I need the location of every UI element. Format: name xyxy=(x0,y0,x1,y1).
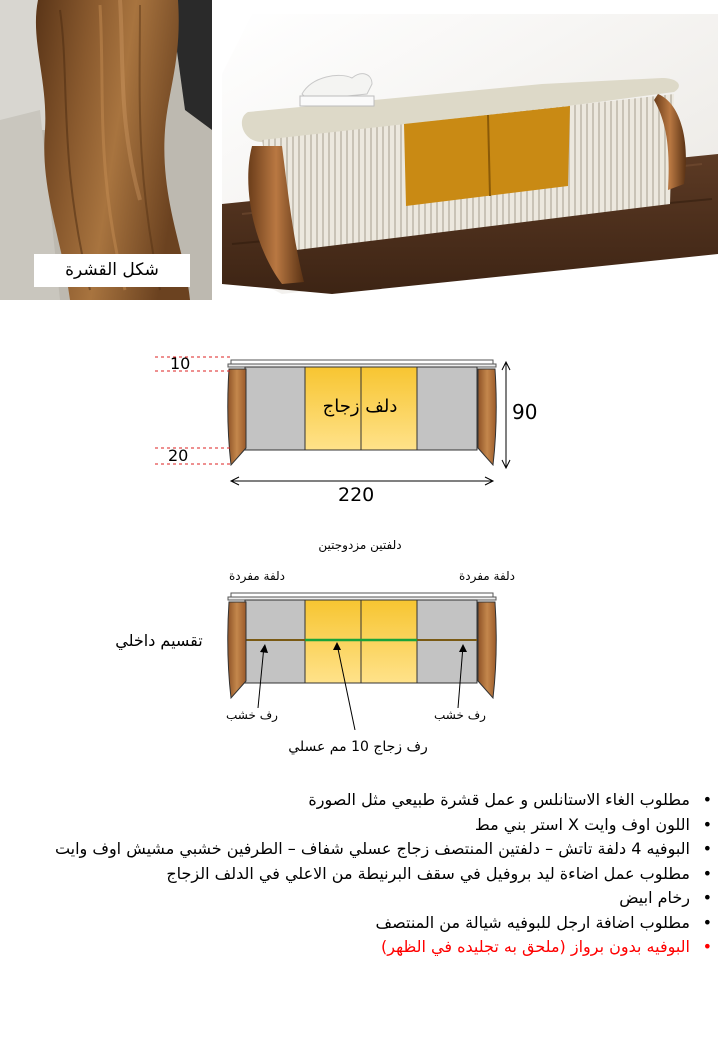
requirement-item: • مطلوب الغاء الاستانلس و عمل قشرة طبيعي مثل الصورة xyxy=(14,788,714,813)
requirement-item: • البوفيه 4 دلفة تاتش – دلفتين المنتصف زجاج عسلي شفاف – الطرفين خشبي مشيش اوف وايت xyxy=(14,837,714,862)
side-door-right xyxy=(417,367,477,450)
requirement-item: • مطلوب عمل اضاءة ليد بروفيل في سقف البرنيطة من الاعلي في الدلف الزجاج xyxy=(14,862,714,887)
sideboard-render-photo xyxy=(222,14,718,294)
glass-doors-label: دلف زجاج xyxy=(322,396,398,417)
leg-left xyxy=(228,369,246,465)
requirements-list xyxy=(14,788,714,960)
interior-drawing xyxy=(0,580,720,730)
requirement-item: • مطلوب اضافة ارجل للبوفيه شيالة من المنتصف xyxy=(14,911,714,936)
veneer-caption: شكل القشرة xyxy=(34,254,190,287)
wood-shelf-left-label: رف خشب xyxy=(226,708,278,722)
requirement-item: • اللون اوف وايت X استر بني مط xyxy=(14,813,714,838)
dim-height: 90 xyxy=(512,400,538,424)
glass-shelf-label: رف زجاج 10 مم عسلي xyxy=(288,739,428,755)
requirement-item: • رخام ابيض xyxy=(14,886,714,911)
dim-top-thickness: 10 xyxy=(170,354,191,373)
sideboard-render-image xyxy=(222,14,718,294)
wood-shelf-right-label: رف خشب xyxy=(434,708,486,722)
dim-bottom-thickness: 20 xyxy=(168,446,189,465)
single-door-left-label: دلفة مفردة xyxy=(228,569,286,583)
double-doors-label: دلفتين مزدوجتين xyxy=(318,538,402,552)
interior-division-label: تقسيم داخلي xyxy=(115,631,203,650)
requirement-item-highlighted: • البوفيه بدون برواز (ملحق به تجليده في الظهر) xyxy=(14,935,714,960)
dim-width: 220 xyxy=(338,484,375,506)
leg-right xyxy=(478,369,496,465)
side-door-left xyxy=(245,367,305,450)
marble-top xyxy=(231,360,493,364)
single-door-right-label: دلفة مفردة xyxy=(458,569,516,583)
